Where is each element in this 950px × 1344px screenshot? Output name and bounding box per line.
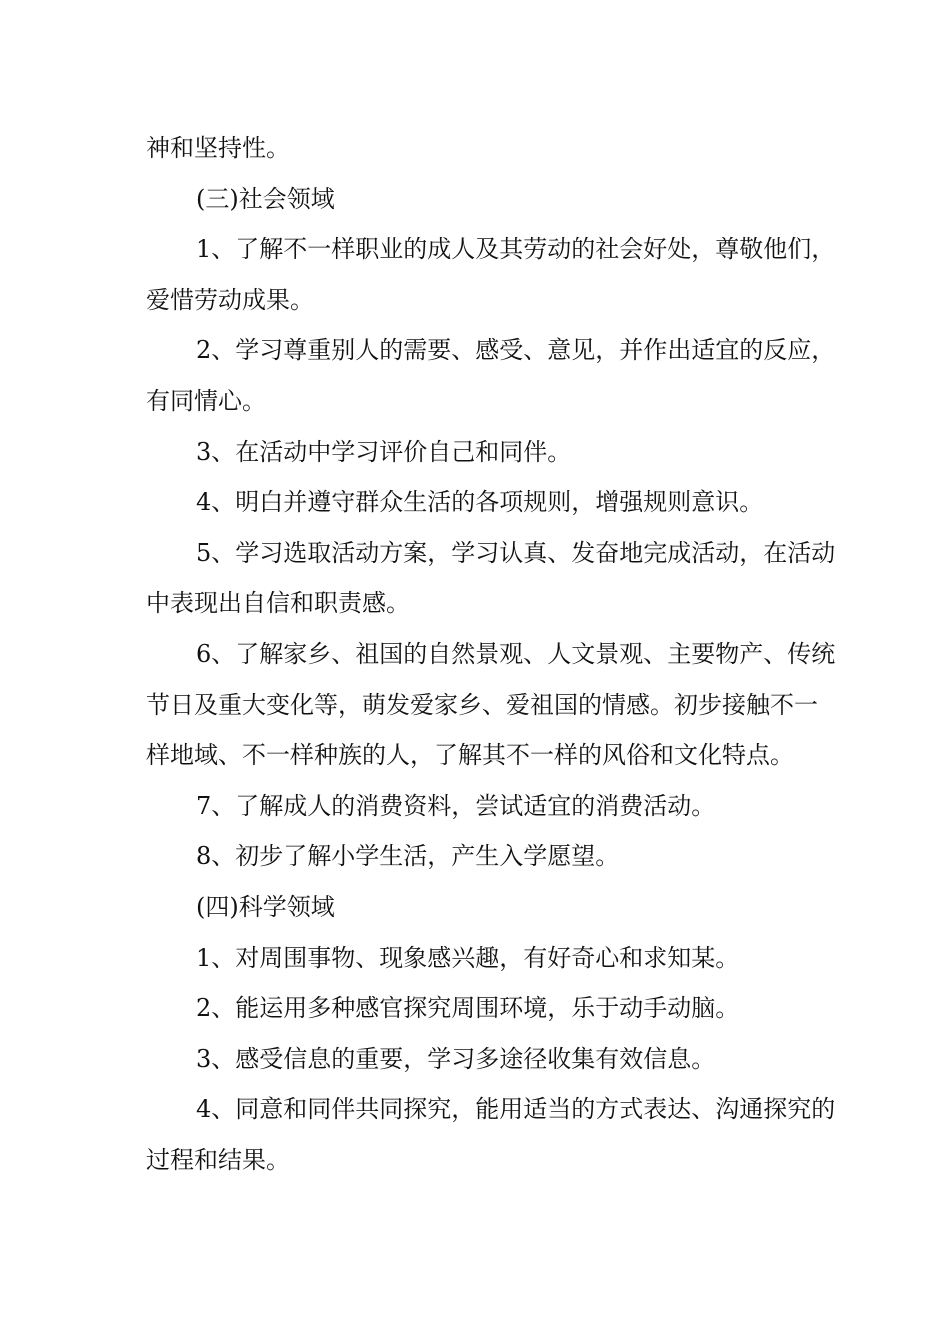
paragraph-continuation: 神和坚持性。 (146, 134, 290, 162)
social-item-7: 7、了解成人的消费资料，尝试适宜的消费活动。 (196, 791, 716, 820)
social-item-5: 5、学习选取活动方案，学习认真、发奋地完成活动，在活动中表现出自信和职责感。 (146, 538, 836, 618)
social-item-3: 3、在活动中学习评价自己和同伴。 (196, 437, 572, 466)
section-heading-social: (三)社会领域 (196, 184, 335, 213)
social-item-4: 4、明白并遵守群众生活的各项规则，增强规则意识。 (196, 488, 764, 517)
science-item-1: 1、对周围事物、现象感兴趣，有好奇心和求知某。 (196, 943, 740, 972)
science-item-4: 4、同意和同伴共同探究，能用适当的方式表达、沟通探究的过程和结果。 (146, 1095, 836, 1174)
section-heading-science: (四)科学领域 (196, 892, 335, 921)
science-item-2: 2、能运用多种感官探究周围环境，乐于动手动脑。 (196, 994, 740, 1023)
social-item-2: 2、学习尊重别人的需要、感受、意见，并作出适宜的反应，有同情心。 (146, 336, 836, 415)
social-item-6: 6、了解家乡、祖国的自然景观、人文景观、主要物产、传统节日及重大变化等，萌发爱家乡、爱祖国的情感。初步接触不一样地域、不一样种族的人，了解其不一样的风俗和文化特点。 (146, 639, 836, 770)
document-body (146, 123, 836, 1185)
science-item-3: 3、感受信息的重要，学习多途径收集有效信息。 (196, 1044, 716, 1073)
social-item-8: 8、初步了解小学生活，产生入学愿望。 (196, 842, 620, 871)
social-item-1: 1、了解不一样职业的成人及其劳动的社会好处，尊敬他们，爱惜劳动成果。 (146, 235, 836, 314)
